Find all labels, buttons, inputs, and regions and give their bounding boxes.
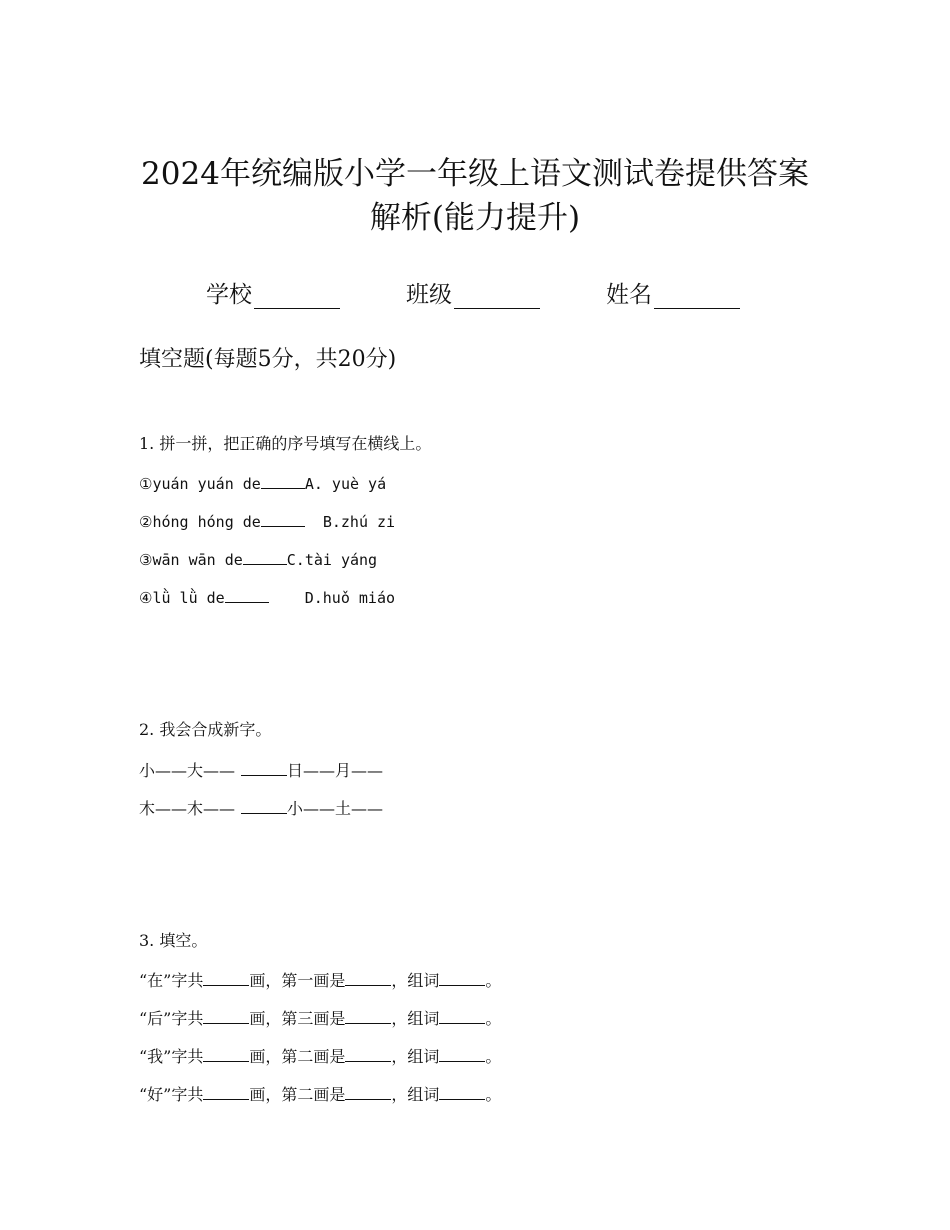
q1-item-left: ②hóng hóng de xyxy=(139,513,261,531)
q3-end-mark: 。 xyxy=(485,971,502,990)
q1-item-left: ④lǜ lǜ de xyxy=(139,589,225,607)
q2-row xyxy=(139,795,383,821)
q1-item-left: ①yuán yuán de xyxy=(139,475,261,493)
q3-stroke-blank[interactable] xyxy=(345,1081,391,1100)
q1-item xyxy=(139,584,395,610)
q3-char-label: “好”字共 xyxy=(139,1085,204,1104)
q3-prompt: 3. 填空。 xyxy=(139,931,208,950)
q3-word-label: ，组词 xyxy=(391,971,440,990)
q1-item xyxy=(139,470,386,496)
q3-stroke-label: 画，第三画是 xyxy=(249,1009,346,1028)
q3-stroke-blank[interactable] xyxy=(345,1043,391,1062)
q3-row xyxy=(139,1005,501,1031)
q2-row-part-b: 日——月—— xyxy=(287,761,384,780)
q1-item-right: D.huǒ miáo xyxy=(304,589,396,607)
q3-end-mark: 。 xyxy=(485,1047,502,1066)
q2-answer-blank[interactable] xyxy=(241,795,287,814)
q1-answer-blank[interactable] xyxy=(243,546,287,565)
class-label: 班级 xyxy=(406,282,452,308)
q3-stroke-count-blank[interactable] xyxy=(203,1081,249,1100)
q1-item-right: C.tài yáng xyxy=(286,551,378,569)
q3-word-blank[interactable] xyxy=(439,1043,485,1062)
q3-word-blank[interactable] xyxy=(439,1081,485,1100)
q2-row-part-a: 木——木—— xyxy=(139,799,236,818)
q1-item-left: ③wān wān de xyxy=(139,551,243,569)
school-label: 学校 xyxy=(206,282,252,308)
q3-stroke-count-blank[interactable] xyxy=(203,1043,249,1062)
document-title-line2: 解析(能力提升) xyxy=(369,200,581,236)
q2-row xyxy=(139,757,383,783)
name-blank[interactable] xyxy=(654,284,740,309)
q1-item-right: A. yuè yá xyxy=(304,475,387,493)
class-field xyxy=(406,276,540,309)
section-heading: 填空题(每题5分，共20分) xyxy=(139,347,397,372)
student-info-row xyxy=(0,276,950,312)
q2-row-part-a: 小——大—— xyxy=(139,761,236,780)
q1-answer-blank[interactable] xyxy=(261,470,305,489)
q3-word-label: ，组词 xyxy=(391,1009,440,1028)
school-blank[interactable] xyxy=(254,284,340,309)
q1-answer-blank[interactable] xyxy=(225,584,269,603)
q3-stroke-label: 画，第二画是 xyxy=(249,1047,346,1066)
q2-answer-blank[interactable] xyxy=(241,757,287,776)
q3-stroke-blank[interactable] xyxy=(345,1005,391,1024)
q3-stroke-label: 画，第一画是 xyxy=(249,971,346,990)
q3-end-mark: 。 xyxy=(485,1009,502,1028)
q2-prompt: 2. 我会合成新字。 xyxy=(139,720,272,739)
name-label: 姓名 xyxy=(606,282,652,308)
q3-word-blank[interactable] xyxy=(439,967,485,986)
q3-row xyxy=(139,1043,501,1069)
q3-char-label: “后”字共 xyxy=(139,1009,204,1028)
q3-row xyxy=(139,967,501,993)
q3-char-label: “在”字共 xyxy=(139,971,204,990)
q3-word-label: ，组词 xyxy=(391,1047,440,1066)
q1-answer-blank[interactable] xyxy=(261,508,305,527)
q2-row-part-b: 小——土—— xyxy=(287,799,384,818)
q3-word-blank[interactable] xyxy=(439,1005,485,1024)
q1-prompt: 1. 拼一拼，把正确的序号填写在横线上。 xyxy=(139,434,432,453)
document-title-line1: 2024年统编版小学一年级上语文测试卷提供答案 xyxy=(141,156,809,192)
q1-item-right: B.zhú zi xyxy=(322,513,396,531)
q3-word-label: ，组词 xyxy=(391,1085,440,1104)
q3-char-label: “我”字共 xyxy=(139,1047,204,1066)
q1-item xyxy=(139,546,377,572)
school-field xyxy=(206,276,340,309)
q1-item xyxy=(139,508,395,534)
q3-stroke-count-blank[interactable] xyxy=(203,1005,249,1024)
name-field xyxy=(606,276,740,309)
q3-stroke-count-blank[interactable] xyxy=(203,967,249,986)
q3-stroke-blank[interactable] xyxy=(345,967,391,986)
q3-stroke-label: 画，第二画是 xyxy=(249,1085,346,1104)
class-blank[interactable] xyxy=(454,284,540,309)
q3-row xyxy=(139,1081,501,1107)
q3-end-mark: 。 xyxy=(485,1085,502,1104)
